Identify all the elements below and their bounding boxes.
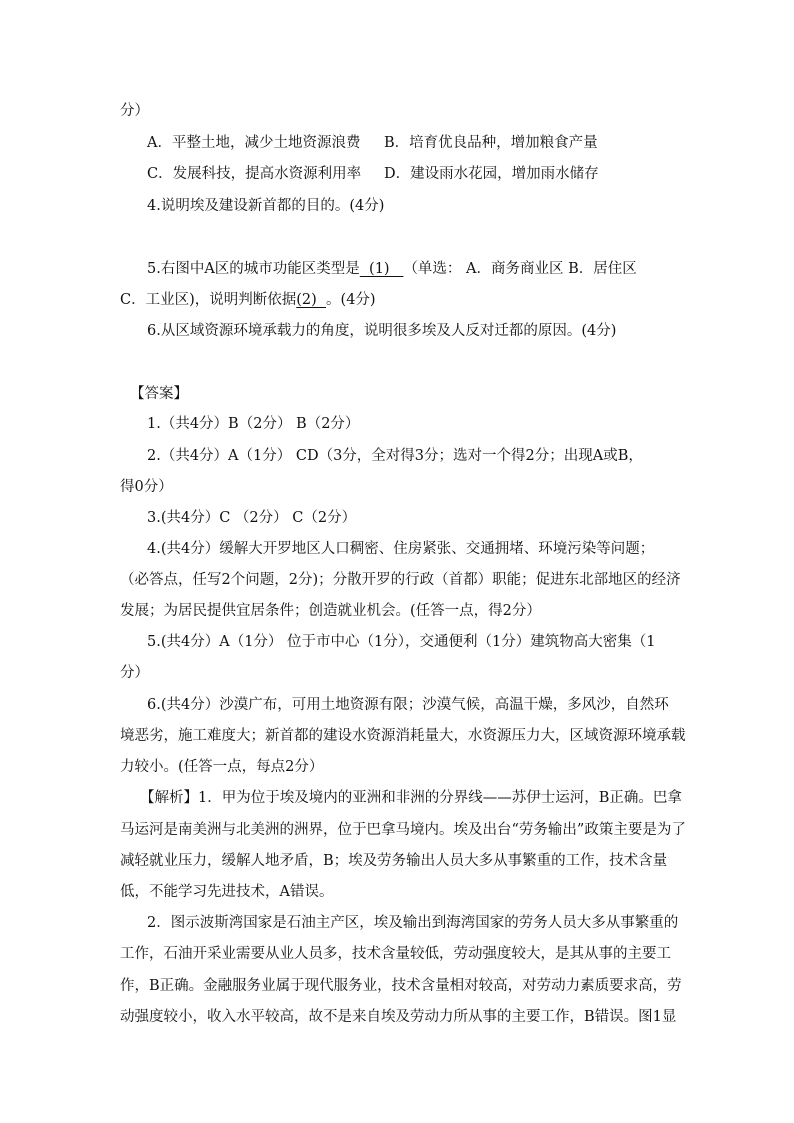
answer-5-line2: 分） [120,665,149,681]
option-d: D．建设雨水花园，增加雨水储存 [384,166,599,182]
analysis-1-line1: 【解析】1．甲为位于埃及境内的亚洲和非洲的分界线——苏伊士运河，B正确。巴拿 [140,790,682,806]
question-4: 4.说明埃及建设新首都的目的。(4分) [147,198,385,214]
question-5-score: 。(4分) [326,292,376,308]
analysis-2-line1: 2．图示波斯湾国家是石油主产区，埃及输出到海湾国家的劳务人员大多从事繁重的 [147,915,679,931]
answer-2-line2: 得0分） [120,479,173,495]
answer-6-line2: 境恶劣，施工难度大；新首都的建设水资源消耗量大，水资源压力大，区域资源环境承载 [120,728,686,744]
answer-3: 3.(共4分）C （2分） C（2分） [147,510,357,526]
answer-4-line1: 4.(共4分）缓解大开罗地区人口稠密、住房紧张、交通拥堵、环境污染等问题； [147,541,655,557]
analysis-1-line4: 低，不能学习先进技术，A错误。 [120,884,334,900]
option-b: B．培育优良品种，增加粮食产量 [384,135,598,151]
answer-4-line3: 发展；为居民提供宜居条件；创造就业机会。(任答一点，得2分） [120,603,541,619]
question-5-line2 [120,290,376,310]
analysis-1-line2: 马运河是南美洲与北美洲的洲界，位于巴拿马境内。埃及出台“劳务输出”政策主要是为了 [120,822,686,838]
answer-1: 1.（共4分）B（2分） B（2分） [147,416,360,432]
question-5-options: （单选： A．商务商业区 B．居住区 [403,261,637,277]
answer-6-line3: 力较小。(任答一点，每点2分） [120,759,324,775]
answer-2-line1: 2.（共4分）A（1分） CD（3分，全对得3分；选对一个得2分；出现A或B， [147,448,643,464]
question-5-prefix: 5.右图中A区的城市功能区类型是 [147,261,360,277]
analysis-2-line4: 动强度较小，收入水平较高，故不是来自埃及劳动力所从事的主要工作，B错误。图1显 [120,1009,677,1025]
blank-1: (1) [359,261,404,277]
answer-4-line2: （必答点，任写2个问题，2分)；分散开罗的行政（首都）职能；促进东北部地区的经济 [120,572,681,588]
answer-6-line1: 6.(共4分）沙漠广布，可用土地资源有限；沙漠气候，高温干燥，多风沙，自然环 [147,697,669,713]
question-tail: 分） [120,103,149,119]
answer-heading: 【答案】 [130,386,188,402]
question-5-option-c: C．工业区)，说明判断依据 [120,292,297,308]
analysis-1-line3: 减轻就业压力，缓解人地矛盾，B；埃及劳务输出人员大多从事繁重的工作，技术含量 [120,853,668,869]
analysis-2-line2: 工作，石油开采业需要从业人员多，技术含量较低，劳动强度较大，是其从事的主要工 [120,946,671,962]
blank-2: (2) [296,292,327,308]
answer-5-line1: 5.(共4分）A（1分） 位于市中心（1分），交通便利（1分）建筑物高大密集（1 [147,634,656,650]
option-a: A．平整土地，减少土地资源浪费 [147,135,361,151]
option-c: C．发展科技，提高水资源利用率 [147,166,362,182]
analysis-2-line3: 作，B正确。金融服务业属于现代服务业，技术含量相对较高，对劳动力素质要求高，劳 [120,978,682,994]
question-6: 6.从区域资源环境承载力的角度，说明很多埃及人反对迁都的原因。(4分) [147,323,617,339]
question-5-line1 [147,259,637,279]
